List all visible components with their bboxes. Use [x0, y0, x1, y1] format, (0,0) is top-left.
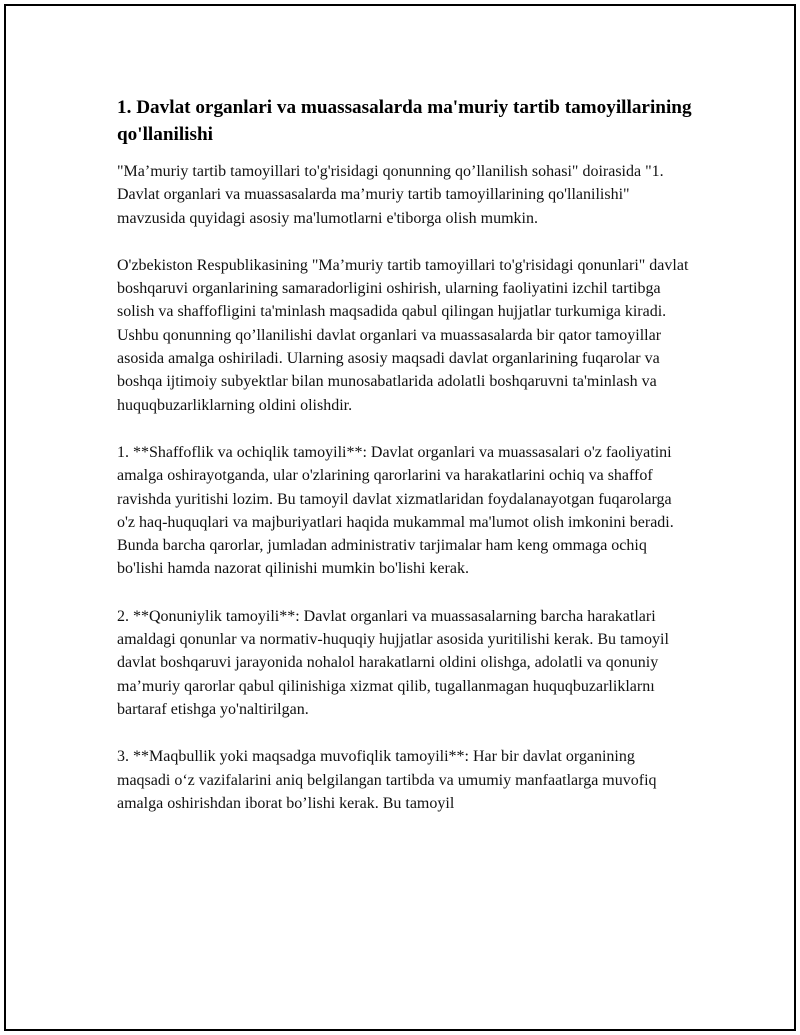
intro-paragraph: "Ma’muriy tartib tamoyillari to'g'risidagi qonunning qo’llanilish sohasi" doirasida "1. Davlat organlari va muassasalarda ma’muriy tartib tamoyillarining qo'llanilishi" mavzusida quyidagi asosiy ma'lumotlarni e'tiborga olish mumkin. — [117, 163, 664, 227]
principle-expediency-paragraph: 3. **Maqbullik yoki maqsadga muvofiqlik tamoyili**: Har bir davlat organining maqsadi o‘z vazifalarini aniq belgilangan tartibda va umumiy manfaatlarga muvofiq amalga oshirishdan iborat bo’lishi kerak. Bu tamoyil — [117, 748, 657, 812]
principle-transparency-paragraph: 1. **Shaffoflik va ochiqlik tamoyili**: Davlat organlari va muassasalari o'z faoliyatini amalga oshirayotganda, ular o'zlarining qarorlarini va harakatlarini ochiq va shaffof ravishda yuritishi lozim. Bu tamoyil davlat xizmatlaridan foydalanayotgan fuqarolarga o'z haq-huquqlari va majburiyatlari haqida mukammal ma'lumot olish imkonini beradi. Bunda barcha qarorlar, jumladan administrativ tarjimalar ham keng ommaga ochiq bo'lishi hamda nazorat qilinishi mumkin bo'lishi kerak. — [117, 443, 674, 578]
principle-legality-paragraph: 2. **Qonuniylik tamoyili**: Davlat organlari va muassasalarning barcha harakatlari amaldagi qonunlar va normativ-huquqiy hujjatlar asosida yuritilishi kerak. Bu tamoyil davlat boshqaruvi jarayonida nohalol harakatlarni oldini olishga, adolatli va qonuniy ma’muriy qarorlar qabul qilinishiga xizmat qilib, tugallanmagan huquqbuzarliklarnı bartaraf etishga yo'naltirilgan. — [117, 607, 669, 718]
law-overview-paragraph: O'zbekiston Respublikasining "Ma’muriy tartib tamoyillari to'g'risidagi qonunlari" davlat boshqaruvi organlarining samaradorligini oshirish, ularning faoliyatini izchil tartibga solish va shaffofligini ta'minlash maqsadida qabul qilingan hujjatlar turkumiga kiradi. Ushbu qonunning qo’llanilishi davlat organlari va muassasalarda bir qator tamoyillar asosida amalga oshiriladi. Ularning asosiy maqsadi davlat organlarining fuqarolar va boshqa ijtimoiy subyektlar bilan munosabatlarida adolatli boshqaruvni ta'minlash va huquqbuzarliklarning oldini olishdir. — [117, 256, 689, 414]
document-body — [117, 94, 692, 839]
section-heading: 1. Davlat organlari va muassasalarda ma'muriy tartib tamoyillarining qo'llanilishi — [117, 97, 692, 145]
